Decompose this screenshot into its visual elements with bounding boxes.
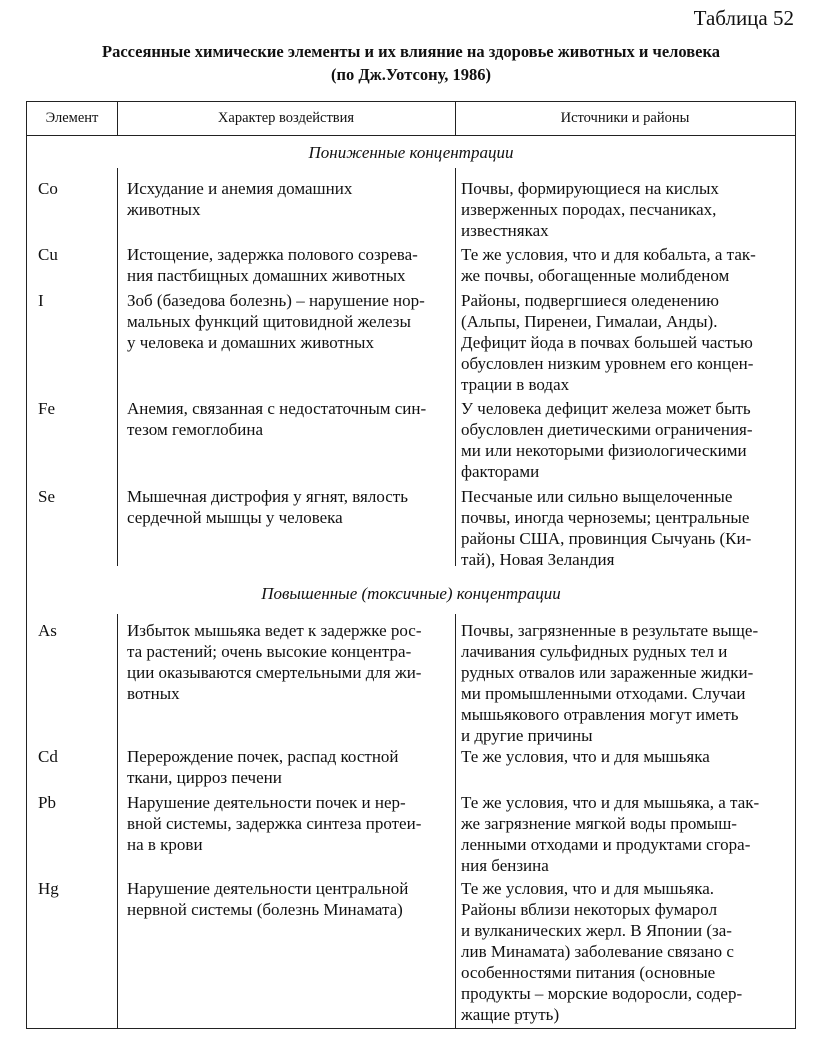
header-effect: Характер воздействия — [217, 110, 355, 126]
element-symbol: Se — [38, 487, 55, 506]
effect-cell — [127, 486, 447, 528]
text-line: Зоб (базедова болезнь) – нарушение нор- — [127, 291, 425, 310]
element-symbol: Cu — [38, 245, 58, 264]
element-symbol: Hg — [38, 879, 59, 898]
text-line: Те же условия, что и для кобальта, а так- — [461, 245, 756, 264]
text-line: рудных отвалов или зараженные жидки- — [461, 663, 754, 682]
sources-cell — [461, 486, 789, 570]
sources-cell — [461, 878, 789, 1025]
text-line: ния пастбищных домашних животных — [127, 266, 406, 285]
text-line: ткани, цирроз печени — [127, 768, 282, 787]
effect-cell — [127, 178, 447, 220]
text-line: Перерождение почек, распад костной — [127, 747, 399, 766]
text-line: ции оказываются смертельными для жи- — [127, 663, 422, 682]
text-line: Дефицит йода в почвах большей частью — [461, 333, 753, 352]
text-line: изверженных породах, песчаниках, — [461, 200, 717, 219]
text-line: трации в водах — [461, 375, 570, 394]
text-line: мышьякового отравления могут иметь — [461, 705, 739, 724]
text-line: Песчаные или сильно выщелоченные — [461, 487, 733, 506]
section-title-high: Повышенные (токсичные) концентрации — [261, 584, 561, 603]
section-title-low: Пониженные концентрации — [308, 143, 514, 162]
text-line: Почвы, загрязненные в результате выще- — [461, 621, 759, 640]
text-line: У человека дефицит железа может быть — [461, 399, 751, 418]
text-line: вной системы, задержка синтеза протеи- — [127, 814, 422, 833]
text-line: вотных — [127, 684, 180, 703]
text-line: ния бензина — [461, 856, 549, 875]
text-line: и другие причины — [461, 726, 593, 745]
sources-cell — [461, 178, 789, 241]
text-line: жащие ртуть) — [461, 1005, 560, 1024]
effect-cell — [127, 746, 447, 788]
table-number: Таблица 52 — [693, 6, 794, 30]
header-divider — [455, 102, 456, 135]
text-line: Те же условия, что и для мышьяка, а так- — [461, 793, 760, 812]
text-line: Мышечная дистрофия у ягнят, вялость — [127, 487, 408, 506]
text-line: почвы, иногда черноземы; центральные — [461, 508, 750, 527]
table-header — [27, 102, 795, 136]
column-divider — [117, 614, 118, 1029]
sources-cell — [461, 792, 789, 876]
effect-cell — [127, 878, 447, 920]
text-line: та растений; очень высокие концентра- — [127, 642, 412, 661]
text-line: Районы вблизи некоторых фумарол — [461, 900, 718, 919]
sources-cell — [461, 290, 789, 395]
effect-cell — [127, 792, 447, 855]
effect-cell — [127, 398, 447, 440]
text-line: же почвы, обогащенные молибденом — [461, 266, 730, 285]
effect-cell — [127, 290, 447, 353]
text-line: на в крови — [127, 835, 203, 854]
table-title — [0, 40, 822, 86]
text-line: Истощение, задержка полового созрева- — [127, 245, 418, 264]
column-divider — [455, 168, 456, 566]
text-line: тезом гемоглобина — [127, 420, 264, 439]
text-line: нервной системы (болезнь Минамата) — [127, 900, 403, 919]
text-line: обусловлен низким уровнем его концен- — [461, 354, 754, 373]
header-sources: Источники и районы — [560, 110, 690, 126]
sources-cell — [461, 620, 789, 746]
text-line: тай), Новая Зеландия — [461, 550, 615, 569]
text-line: продукты – морские водоросли, содер- — [461, 984, 743, 1003]
header-element: Элемент — [45, 110, 99, 126]
text-line: ми или некоторыми физиологическими — [461, 441, 747, 460]
text-line: Те же условия, что и для мышьяка. — [461, 879, 715, 898]
column-divider — [455, 614, 456, 1029]
effect-cell — [127, 244, 447, 286]
sources-cell — [461, 244, 789, 286]
text-line: сердечной мышцы у человека — [127, 508, 343, 527]
title-line-2: (по Дж.Уотсону, 1986) — [331, 65, 491, 84]
text-line: Те же условия, что и для мышьяка — [461, 747, 710, 766]
text-line: Анемия, связанная с недостаточным син- — [127, 399, 427, 418]
element-symbol: Co — [38, 179, 58, 198]
text-line: Нарушение деятельности центральной — [127, 879, 409, 898]
text-line: лачивания сульфидных рудных тел и — [461, 642, 728, 661]
text-line: Нарушение деятельности почек и нер- — [127, 793, 406, 812]
sources-cell — [461, 398, 789, 482]
text-line: и вулканических жерл. В Японии (за- — [461, 921, 732, 940]
text-line: ленными отходами и продуктами сгора- — [461, 835, 751, 854]
element-symbol: Fe — [38, 399, 55, 418]
element-symbol: As — [38, 621, 57, 640]
text-line: у человека и домашних животных — [127, 333, 374, 352]
text-line: (Альпы, Пиренеи, Гималаи, Анды). — [461, 312, 718, 331]
element-symbol: I — [38, 291, 44, 310]
text-line: Почвы, формирующиеся на кислых — [461, 179, 719, 198]
text-line: же загрязнение мягкой воды промыш- — [461, 814, 737, 833]
sources-cell — [461, 746, 789, 767]
element-symbol: Pb — [38, 793, 56, 812]
text-line: ми промышленными отходами. Случаи — [461, 684, 746, 703]
data-table — [26, 101, 796, 1029]
text-line: особенностями питания (основные — [461, 963, 716, 982]
text-line: известняках — [461, 221, 549, 240]
header-divider — [117, 102, 118, 135]
text-line: обусловлен диетическими ограничения- — [461, 420, 753, 439]
text-line: лив Минамата) заболевание связано с — [461, 942, 734, 961]
text-line: мальных функций щитовидной железы — [127, 312, 411, 331]
text-line: районы США, провинция Сычуань (Ки- — [461, 529, 752, 548]
title-line-1: Рассеянные химические элементы и их влияние на здоровье животных и человека — [101, 42, 721, 61]
text-line: животных — [127, 200, 201, 219]
column-divider — [117, 168, 118, 566]
effect-cell — [127, 620, 447, 704]
text-line: Исхудание и анемия домашних — [127, 179, 353, 198]
text-line: Избыток мышьяка ведет к задержке рос- — [127, 621, 422, 640]
element-symbol: Cd — [38, 747, 58, 766]
text-line: факторами — [461, 462, 540, 481]
text-line: Районы, подвергшиеся оледенению — [461, 291, 719, 310]
